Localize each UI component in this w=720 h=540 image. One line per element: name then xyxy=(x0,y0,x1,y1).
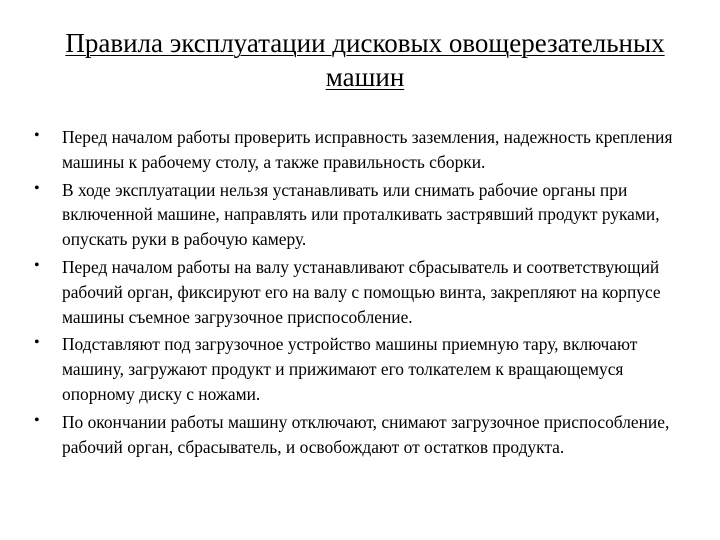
bullet-item xyxy=(34,410,694,460)
bullet-list xyxy=(34,125,694,462)
bullet-item xyxy=(34,255,694,329)
bullet-text: Перед началом работы на валу устанавливают сбрасыватель и соответствующий рабочий орган, фиксируют его на валу с помощью винта, закрепляют на корпусе машины съемное загрузочное приспособление. xyxy=(62,256,661,327)
bullet-icon: • xyxy=(34,334,40,352)
bullet-icon: • xyxy=(34,179,40,197)
bullet-icon: • xyxy=(34,411,40,429)
bullet-icon: • xyxy=(34,127,40,144)
bullet-icon: • xyxy=(34,256,40,274)
bullet-item xyxy=(34,125,694,175)
bullet-item xyxy=(34,332,694,406)
bullet-text: Подставляют под загрузочное устройство машины приемную тару, включают машину, загружают продукт и прижимают его толкателем к вращающемуся опорному диску с ножами. xyxy=(62,334,638,404)
bullet-item xyxy=(34,178,694,252)
bullet-text: В ходе эксплуатации нельзя устанавливать или снимать рабочие органы при включенной машине, направлять или проталкивать застрявший продукт руками, опускать руки в рабочую камеру. xyxy=(62,179,660,250)
slide-title: Правила эксплуатации дисковых овощерезательных машин xyxy=(65,28,665,92)
bullet-text: По окончании работы машину отключают, снимают загрузочное приспособление, рабочий орган, сбрасыватель, и освобождают от остатков продукта. xyxy=(62,411,670,457)
bullet-text: Перед началом работы проверить исправность заземления, надежность крепления машины к рабочему столу, а также правильность сборки. xyxy=(62,127,673,172)
